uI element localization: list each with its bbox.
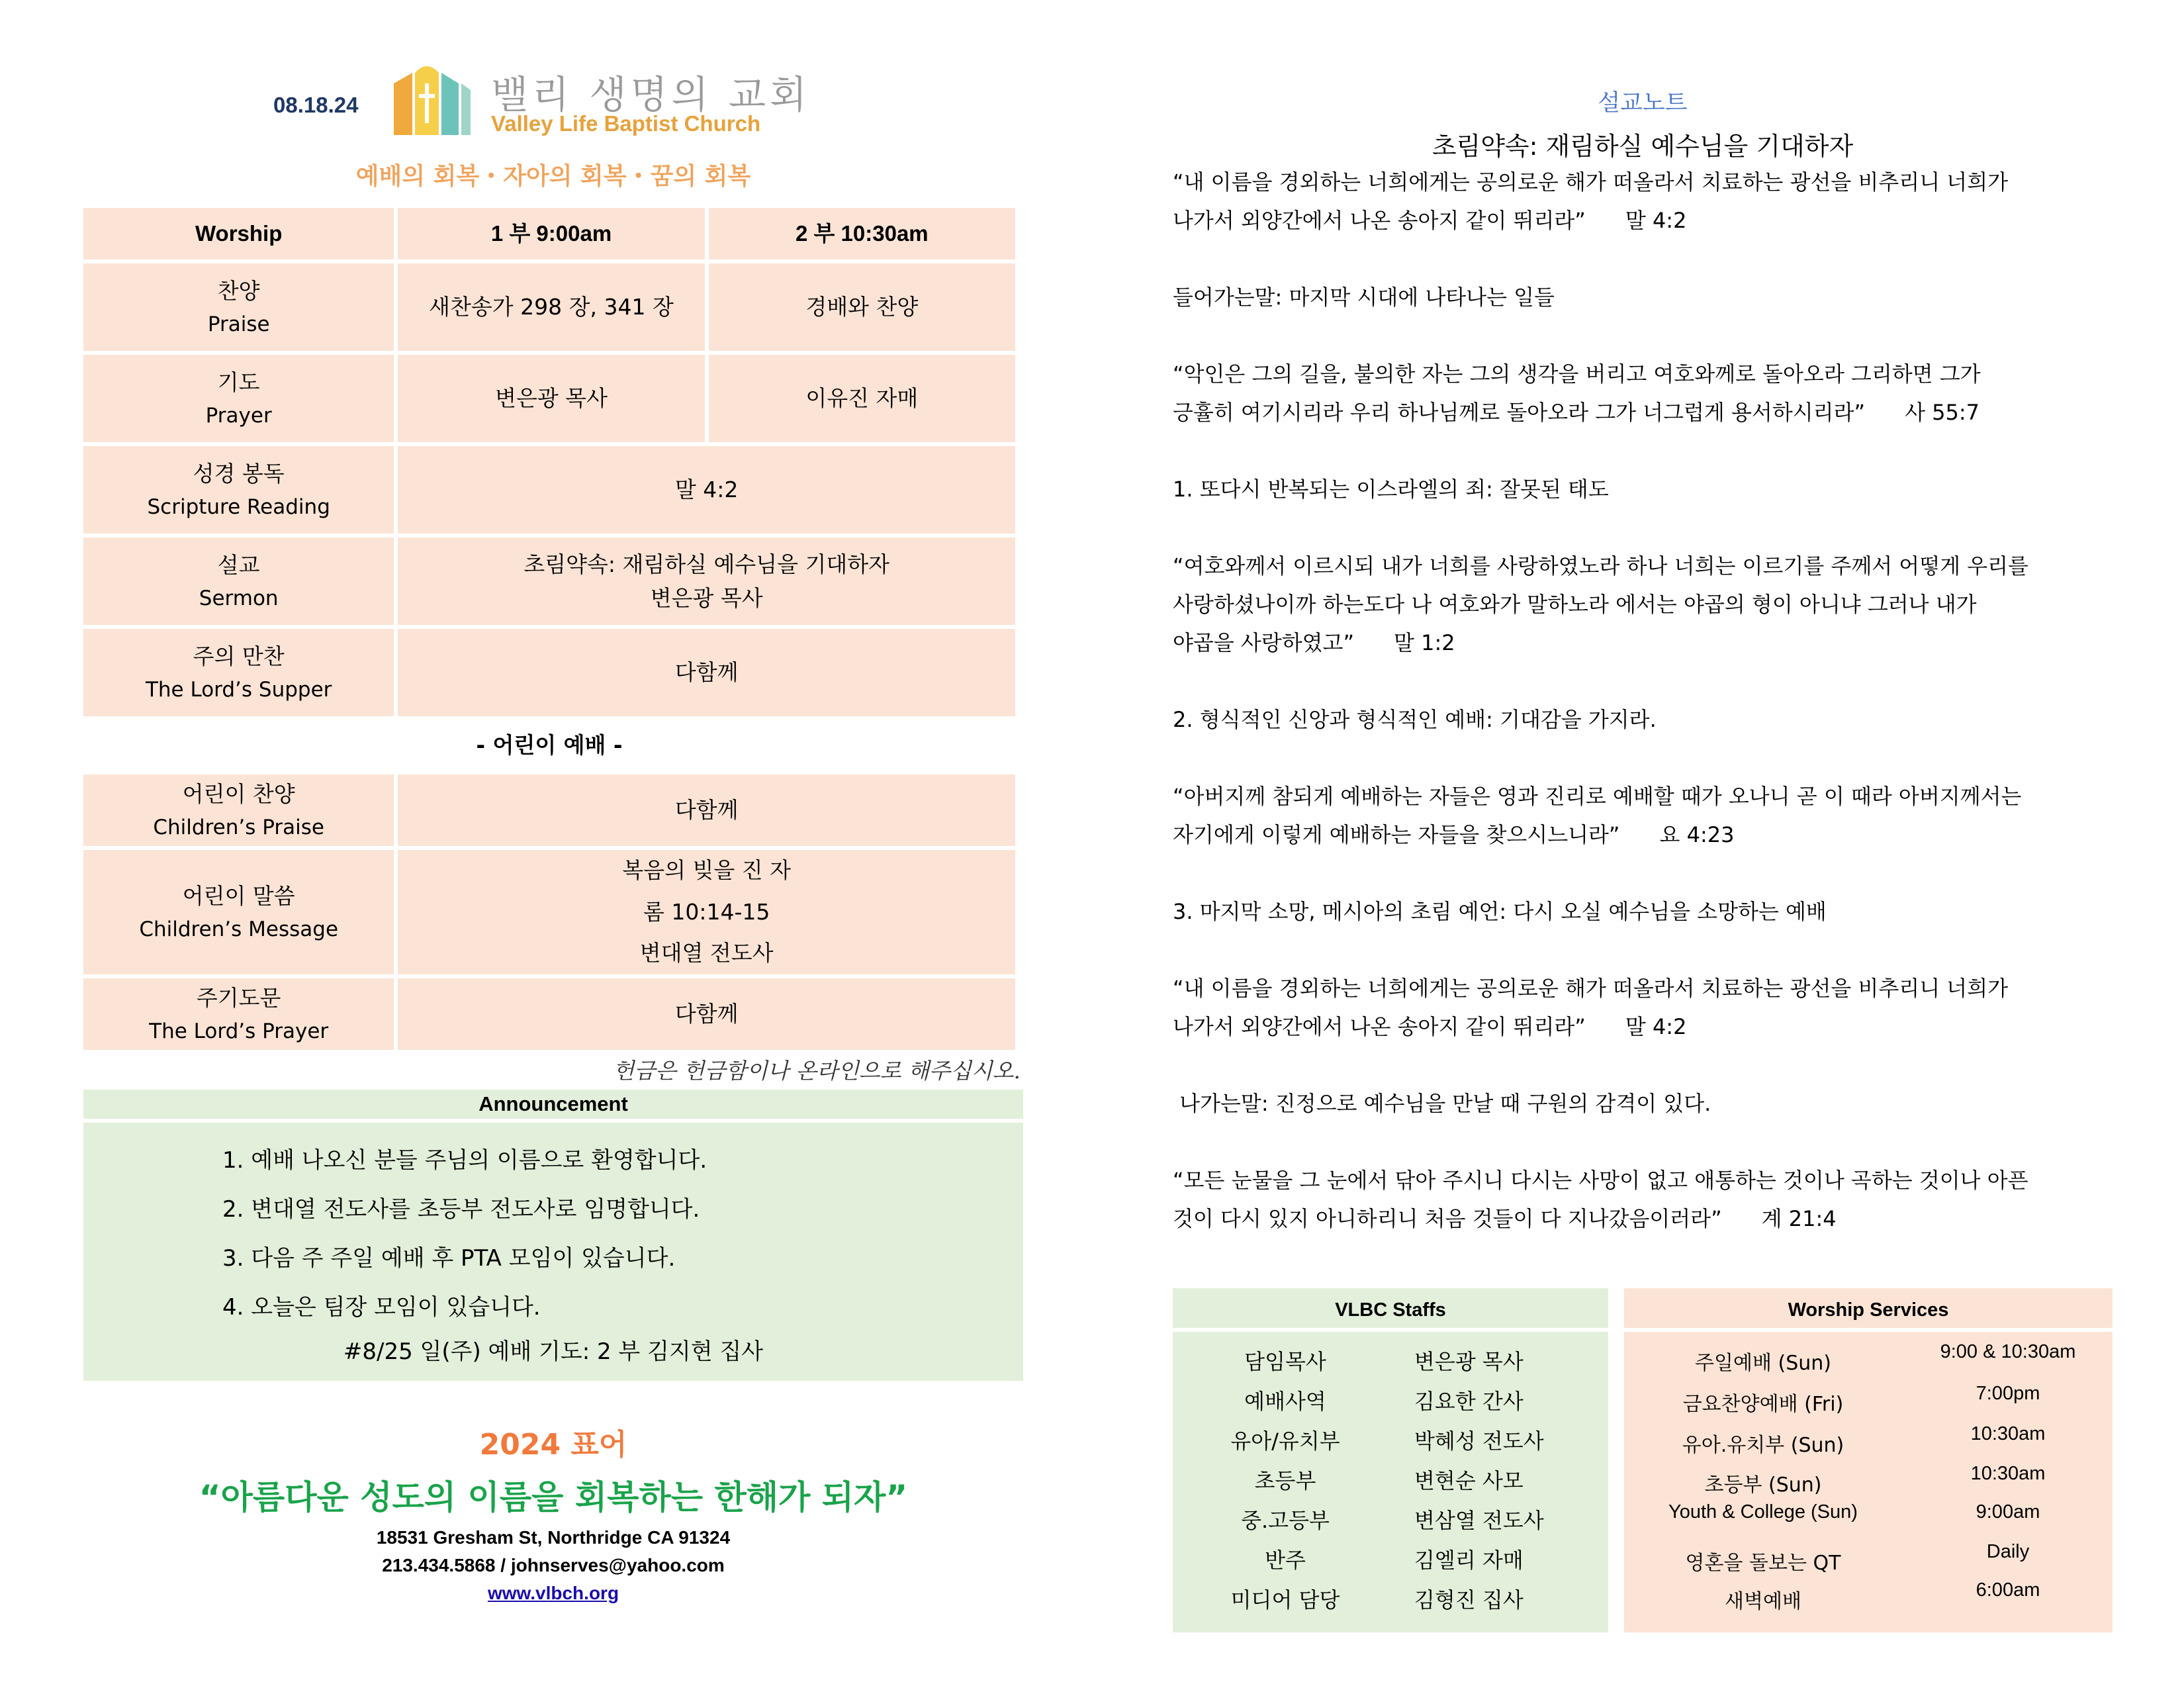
lords-supper-value: 다함께 [398,629,1015,716]
bulletin-date: 08.18.24 [273,93,359,117]
service-name: 영혼을 돌보는 QT [1685,1552,1841,1575]
staff-name: 김형진 집사 [1414,1587,1524,1613]
staff-name: 변은광 목사 [1414,1349,1524,1374]
services-box-title: Worship Services [1624,1288,2113,1332]
announcement-item: 4. 오늘은 팀장 모임이 있습니다. [222,1294,541,1321]
church-motto: 예배의 회복・자아의 회복・꿈의 회복 [355,163,751,190]
point-2: 2. 형식적인 신앙과 형식적인 예배: 기대감을 가지라. [1173,707,1657,732]
row-kids-message [83,850,1015,974]
service-time: 10:30am [1970,1423,2046,1444]
service-time: 10:30am [1970,1463,2046,1484]
point-1: 1. 또다시 반복되는 이스라엘의 죄: 잘못된 태도 [1173,477,1609,502]
worship-table-header [83,208,1015,259]
service-name: 초등부 (Sun) [1704,1474,1822,1497]
row-praise [83,263,1015,351]
sermon-notes-label: 설교노트 [1598,90,1688,117]
bulletin-front [83,60,1023,1607]
praise-label: 찬양 Praise [83,263,394,351]
staff-name: 변현순 사모 [1414,1468,1524,1493]
row-lords-supper [83,629,1015,716]
kids-worship-title-row [83,720,1015,771]
church-name-english: Valley Life Baptist Church [491,111,761,136]
offering-note: 헌금은 헌금함이나 온라인으로 해주십시오. [613,1058,1021,1084]
scripture-value: 말 4:2 [398,446,1015,534]
staff-box-title: VLBC Staffs [1173,1288,1608,1332]
sermon-value: 초림약속: 재림하실 예수님을 기대하자 변은광 목사 [398,538,1015,625]
verse-2: “악인은 그의 길을, 불의한 자는 그의 생각을 버리고 여호와께로 돌아오라 그리하면 그가 긍휼히 여기시리라 우리 하나님께로 돌아오라 그가 너그럽게 용서하시리라” 사 55:7 [1173,361,1981,425]
staff-role: 초등부 [1254,1468,1316,1493]
lords-supper-label: 주의 만찬 The Lord’s Supper [83,629,394,716]
header-second-service: 2 부 10:30am [709,208,1015,259]
lords-prayer-label: 주기도문 The Lord’s Prayer [83,978,394,1050]
staff-name: 변삼열 전도사 [1414,1508,1544,1533]
staff-name: 박혜성 전도사 [1414,1429,1544,1454]
bulletin-header [83,60,1023,146]
staff-role: 담임목사 [1244,1349,1326,1374]
row-prayer [83,355,1015,442]
service-time: 7:00pm [1976,1383,2040,1404]
prayer-first-service: 변은광 목사 [398,355,704,442]
sermon-notes-title: 초림약속: 재림하실 예수님을 기대하자 [1432,132,1854,161]
church-address: 18531 Gresham St, Northridge CA 91324 [376,1527,731,1548]
prayer-second-service: 이유진 자매 [709,355,1015,442]
church-contact [83,1524,1023,1607]
sermon-label: 설교 Sermon [83,538,394,625]
announcement-note: #8/25 일(주) 예배 기도: 2 부 김지현 집사 [343,1338,764,1366]
kids-praise-label: 어린이 찬양 Children’s Praise [83,774,394,846]
row-scripture [83,446,1015,534]
verse-3: “여호와께서 이르시되 내가 너희를 사랑하였노라 하나 너희는 이르기를 주께서 어떻게 우리를 사랑하셨나이까 하는도다 나 여호와가 말하노라 에서는 야곱의 형이 아니냐 그러나 내가 야곱을 사랑하였고” 말 1:2 [1173,553,2028,655]
service-time: 9:00am [1976,1501,2040,1523]
intro-heading: 들어가는말: 마지막 시대에 나타나는 일들 [1173,285,1555,310]
church-website-link[interactable]: www.vlbch.org [487,1583,619,1604]
announcement-item: 1. 예배 나오신 분들 주님의 이름으로 환영합니다. [222,1147,707,1174]
service-time: 9:00 & 10:30am [1940,1341,2076,1362]
row-kids-praise [83,774,1015,846]
kids-worship-title: - 어린이 예배 - [83,720,1015,771]
kids-message-label: 어린이 말씀 Children’s Message [83,850,394,974]
service-name: 금요찬양예배 (Fri) [1682,1393,1844,1416]
service-time: Daily [1986,1541,2030,1562]
staff-role: 예배사역 [1244,1389,1326,1414]
kids-message-value: 복음의 빚을 진 자 롬 10:14-15 변대열 전도사 [398,850,1015,974]
announcement-item: 2. 변대열 전도사를 초등부 전도사로 임명합니다. [222,1196,700,1223]
row-lords-prayer [83,978,1015,1050]
service-name: Youth & College (Sun) [1668,1501,1858,1523]
announcement-title: Announcement [83,1090,1023,1119]
staff-role: 중.고등부 [1241,1508,1330,1533]
staff-role: 미디어 담당 [1230,1587,1340,1613]
verse-5: “내 이름을 경외하는 너희에게는 공의로운 해가 떠올라서 치료하는 광선을 비추리니 너희가 나가서 외양간에서 나온 송아지 같이 뛰리라” 말 4:2 [1173,976,2009,1039]
announcement-item: 3. 다음 주 주일 예배 후 PTA 모임이 있습니다. [222,1245,676,1272]
worship-order-table [79,204,1019,1054]
info-boxes [1173,1288,2113,1632]
point-3: 3. 마지막 소망, 메시아의 초림 예언: 다시 오실 예수님을 소망하는 예배 [1173,899,1827,924]
service-name: 새벽예배 [1725,1590,1801,1613]
prayer-label: 기도 Prayer [83,355,394,442]
scripture-label: 성경 봉독 Scripture Reading [83,446,394,534]
church-name-korean: 밸리 생명의 교회 [491,72,811,117]
header-first-service: 1 부 9:00am [398,208,704,259]
praise-second-service: 경배와 찬양 [709,263,1015,351]
row-sermon [83,538,1015,625]
year-title: 2024 표어 [479,1428,627,1462]
church-phone-email: 213.434.5868 / johnserves@yahoo.com [382,1555,725,1576]
praise-first-service: 새찬송가 298 장, 341 장 [398,263,704,351]
church-logo-icon [392,64,472,138]
staff-name: 김엘리 자매 [1414,1548,1524,1573]
verse-6: “모든 눈물을 그 눈에서 닦아 주시니 다시는 사망이 없고 애통하는 것이나 곡하는 것이나 아픈 것이 다시 있지 아니하리니 처음 것들이 다 지나갔음이러라” 계 21:4 [1173,1168,2028,1231]
verse-1: “내 이름을 경외하는 너희에게는 공의로운 해가 떠올라서 치료하는 광선을 비추리니 너희가 나가서 외양간에서 나온 송아지 같이 뛰리라” 말 4:2 [1173,169,2009,233]
sermon-notes-panel [1173,85,2113,1613]
kids-praise-value: 다함께 [398,774,1015,846]
service-time: 6:00am [1976,1579,2040,1601]
service-name: 유아.유치부 (Sun) [1682,1434,1844,1457]
outro-heading: 나가는말: 진정으로 예수님을 만날 때 구원의 감격이 있다. [1173,1091,1711,1116]
staff-role: 반주 [1265,1548,1306,1573]
service-name: 주일예배 (Sun) [1695,1352,1831,1375]
staff-role: 유아/유치부 [1230,1429,1340,1454]
verse-4: “아버지께 참되게 예배하는 자들은 영과 진리로 예배할 때가 오나니 곧 이 때라 아버지께서는 자기에게 이렇게 예배하는 자들을 찾으시느니라” 요 4:23 [1173,784,2022,847]
year-slogan: “아름다운 성도의 이름을 회복하는 한해가 되자” [199,1478,908,1517]
staff-box [1173,1288,1608,1632]
staff-name: 김요한 간사 [1414,1389,1524,1414]
announcement-list [83,1123,1023,1381]
lords-prayer-value: 다함께 [398,978,1015,1050]
services-box [1624,1288,2113,1632]
header-worship: Worship [83,208,394,259]
